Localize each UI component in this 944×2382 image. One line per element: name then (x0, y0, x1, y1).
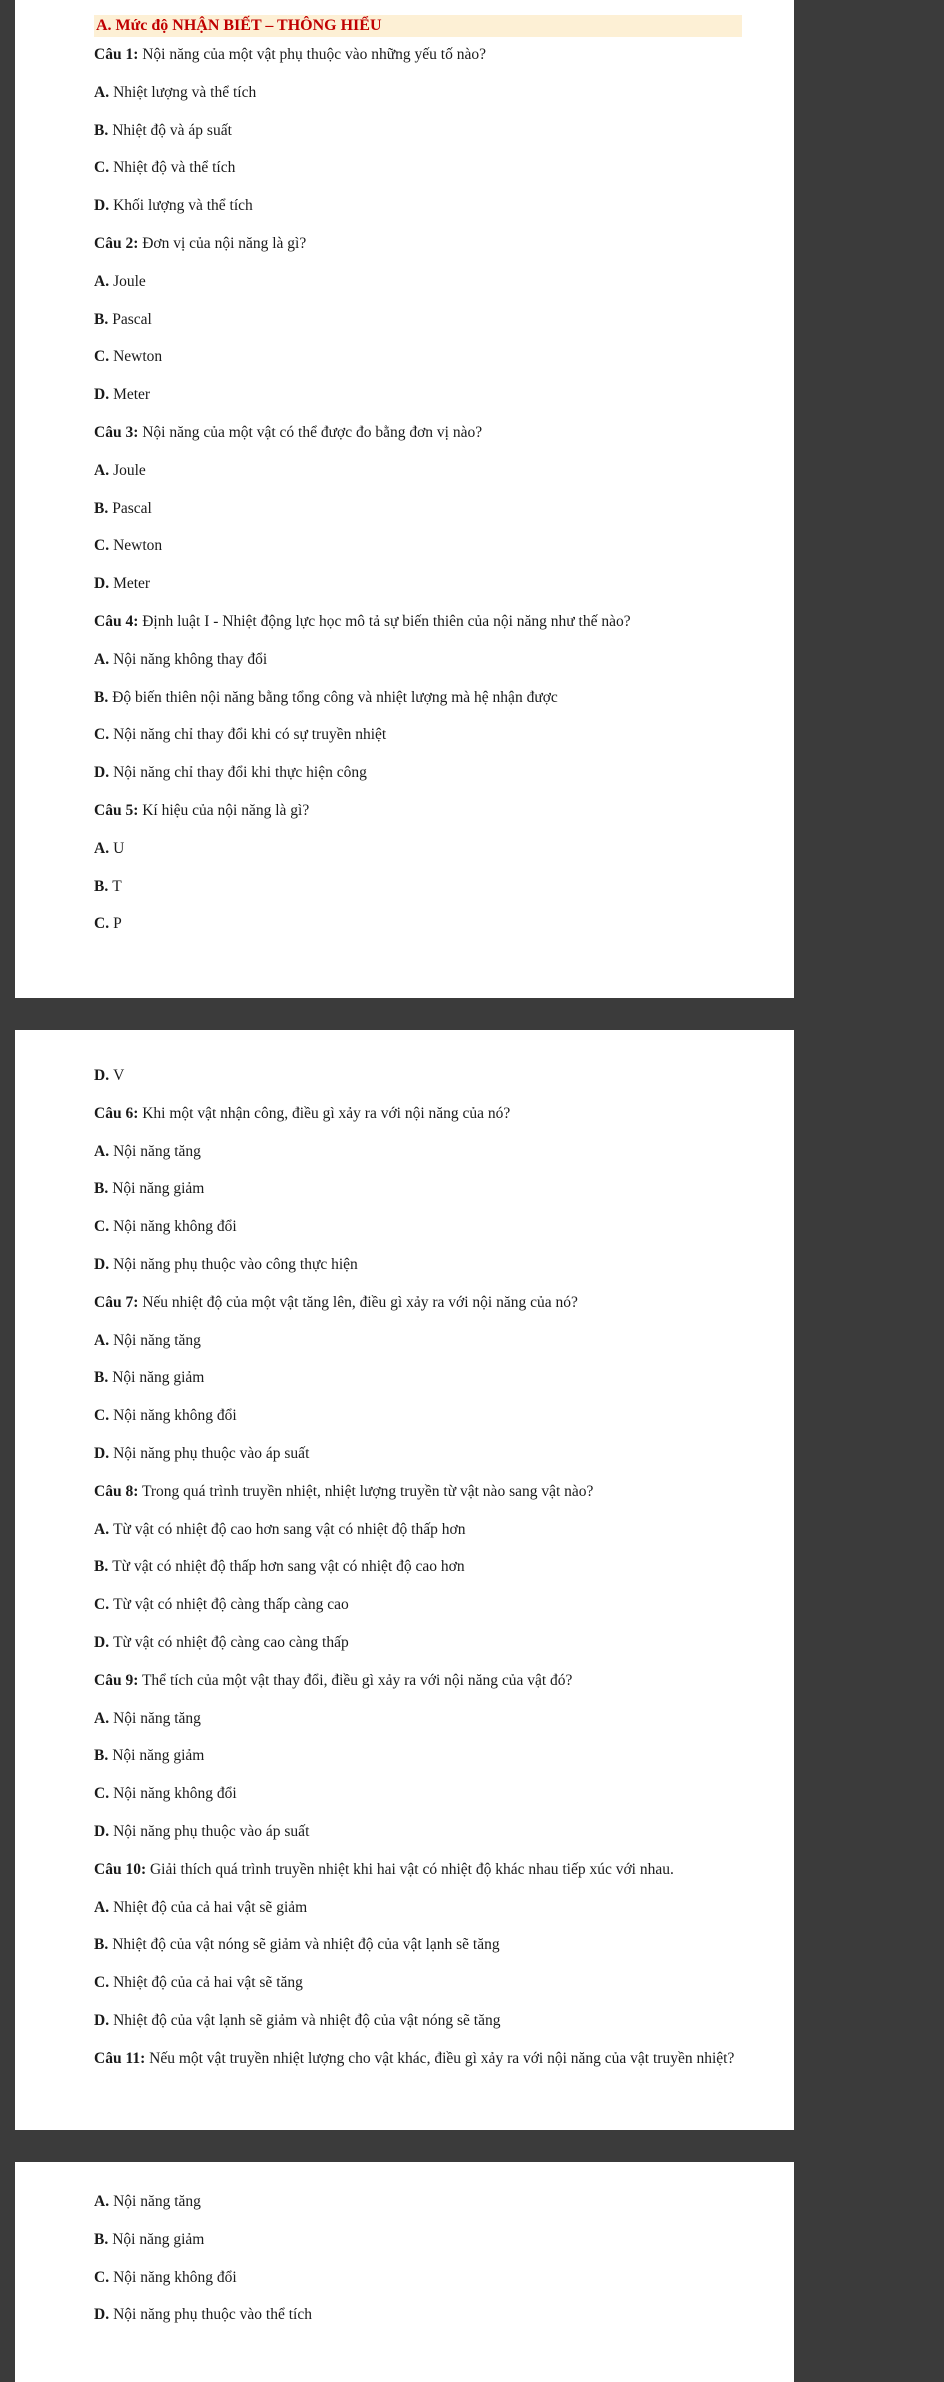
option-text: Nhiệt độ và áp suất (112, 121, 232, 139)
option-text: T (112, 877, 122, 895)
document-page-1 (15, 0, 794, 998)
question-text: Nếu một vật truyền nhiệt lượng cho vật khác, điều gì xảy ra với nội năng của vật truyền nhiệt? (149, 2049, 735, 2067)
document-page-3 (15, 2162, 794, 2382)
option-11d (94, 2305, 744, 2325)
option-text: Nội năng giảm (112, 1747, 205, 1765)
option-letter: A. (94, 1898, 110, 1916)
option-text: Nội năng tăng (113, 2193, 201, 2210)
question-text: Khi một vật nhận công, điều gì xảy ra với nội năng của nó? (142, 1104, 511, 1122)
option-letter: A. (94, 1709, 110, 1727)
option-letter: C. (94, 915, 110, 933)
question-text: Đơn vị của nội năng là gì? (142, 234, 307, 252)
option-2d (94, 385, 744, 405)
option-letter: D. (94, 386, 110, 404)
option-4a (94, 650, 744, 670)
option-letter: D. (94, 764, 110, 782)
question-5 (94, 801, 744, 821)
option-9d (94, 1822, 744, 1842)
option-text: Pascal (112, 499, 152, 517)
option-text: P (113, 915, 122, 933)
option-letter: B. (94, 1369, 109, 1387)
option-8a (94, 1520, 744, 1540)
question-label: Câu 2: (94, 234, 139, 252)
option-10b (94, 1935, 744, 1955)
option-text: Từ vật có nhiệt độ càng thấp càng cao (113, 1596, 349, 1614)
option-1b (94, 121, 744, 141)
option-letter: C. (94, 348, 110, 366)
option-text: Nội năng phụ thuộc vào thể tích (113, 2306, 312, 2324)
option-9c (94, 1784, 744, 1804)
option-text: Meter (113, 386, 151, 404)
option-text: Từ vật có nhiệt độ thấp hơn sang vật có nhiệt độ cao hơn (112, 1558, 465, 1576)
option-5a (94, 839, 744, 859)
document-page-2 (15, 1030, 794, 2130)
question-label: Câu 11: (94, 2049, 146, 2067)
question-text: Nếu nhiệt độ của một vật tăng lên, điều gì xảy ra với nội năng của nó? (142, 1293, 578, 1311)
option-letter: D. (94, 1255, 110, 1273)
option-letter: C. (94, 537, 110, 555)
option-letter: D. (94, 2011, 110, 2029)
question-label: Câu 10: (94, 1860, 147, 1878)
option-text: Nội năng tăng (113, 1142, 201, 1160)
option-text: U (113, 839, 125, 857)
option-letter: C. (94, 1407, 110, 1425)
option-text: Nội năng giảm (112, 2230, 205, 2248)
question-2 (94, 234, 744, 254)
option-text: Joule (113, 272, 146, 290)
option-6d (94, 1255, 744, 1275)
option-text: Từ vật có nhiệt độ cao hơn sang vật có nhiệt độ thấp hơn (113, 1520, 466, 1538)
option-text: Joule (113, 461, 146, 479)
section-heading: A. Mức độ NHẬN BIẾT – THÔNG HIỂU (94, 15, 742, 37)
option-4c (94, 725, 744, 745)
question-3 (94, 423, 744, 443)
option-8d (94, 1633, 744, 1653)
option-letter: B. (94, 877, 109, 895)
option-letter: D. (94, 197, 110, 215)
option-letter: B. (94, 1747, 109, 1765)
option-text: V (113, 1067, 125, 1084)
option-letter: C. (94, 1218, 110, 1236)
option-text: Nội năng không thay đổi (113, 650, 268, 668)
option-9a (94, 1709, 744, 1729)
option-7a (94, 1331, 744, 1351)
question-9 (94, 1671, 744, 1691)
option-text: Nhiệt độ của cả hai vật sẽ tăng (113, 1974, 303, 1992)
option-5d (94, 1066, 744, 1086)
option-text: Nội năng phụ thuộc vào công thực hiện (113, 1255, 358, 1273)
option-text: Nội năng không đổi (113, 1785, 237, 1803)
option-3a (94, 461, 744, 481)
option-letter: A. (94, 1331, 110, 1349)
option-letter: A. (94, 83, 110, 101)
question-label: Câu 8: (94, 1482, 139, 1500)
option-letter: D. (94, 1822, 110, 1840)
question-label: Câu 7: (94, 1293, 139, 1311)
question-label: Câu 1: (94, 46, 139, 63)
option-letter: A. (94, 272, 110, 290)
option-letter: A. (94, 2193, 110, 2210)
option-letter: C. (94, 2268, 110, 2286)
option-letter: D. (94, 2306, 110, 2324)
option-11a (94, 2192, 744, 2212)
option-letter: D. (94, 1067, 110, 1084)
question-text: Trong quá trình truyền nhiệt, nhiệt lượng truyền từ vật nào sang vật nào? (141, 1482, 594, 1500)
option-text: Nhiệt độ của cả hai vật sẽ giảm (113, 1898, 308, 1916)
option-2c (94, 347, 744, 367)
option-letter: B. (94, 1936, 109, 1954)
option-6c (94, 1217, 744, 1237)
question-10 (94, 1860, 744, 1880)
question-text: Thể tích của một vật thay đổi, điều gì xảy ra với nội năng của vật đó? (141, 1671, 573, 1689)
option-4d (94, 763, 744, 783)
option-5c (94, 914, 744, 934)
option-2a (94, 272, 744, 292)
option-8c (94, 1595, 744, 1615)
option-3d (94, 574, 744, 594)
question-6 (94, 1104, 744, 1124)
question-label: Câu 9: (94, 1671, 139, 1689)
option-letter: C. (94, 1596, 110, 1614)
option-8b (94, 1557, 744, 1577)
option-text: Pascal (112, 310, 152, 328)
option-text: Meter (113, 575, 151, 593)
question-8 (94, 1482, 744, 1502)
option-1d (94, 196, 744, 216)
question-11 (94, 2049, 744, 2069)
option-10a (94, 1898, 744, 1918)
question-1 (94, 45, 744, 65)
option-letter: B. (94, 1558, 109, 1576)
option-text: Nội năng không đổi (113, 1218, 237, 1236)
option-letter: C. (94, 159, 110, 177)
option-text: Nội năng tăng (113, 1331, 201, 1349)
option-text: Nội năng không đổi (113, 2268, 237, 2286)
option-11c (94, 2268, 744, 2288)
option-11b (94, 2230, 744, 2250)
option-letter: B. (94, 310, 109, 328)
option-letter: A. (94, 461, 110, 479)
option-9b (94, 1746, 744, 1766)
option-1a (94, 83, 744, 103)
question-label: Câu 5: (94, 801, 139, 819)
option-text: Nhiệt độ và thể tích (113, 159, 236, 177)
option-7d (94, 1444, 744, 1464)
option-4b (94, 688, 744, 708)
option-6b (94, 1179, 744, 1199)
option-letter: D. (94, 1444, 110, 1462)
option-letter: D. (94, 575, 110, 593)
option-letter: B. (94, 121, 109, 139)
option-letter: B. (94, 499, 109, 517)
option-7b (94, 1368, 744, 1388)
option-letter: D. (94, 1633, 110, 1651)
page-content (94, 15, 744, 952)
question-label: Câu 4: (94, 612, 139, 630)
option-letter: C. (94, 1974, 110, 1992)
option-letter: A. (94, 1520, 110, 1538)
option-2b (94, 310, 744, 330)
option-text: Nhiệt độ của vật nóng sẽ giảm và nhiệt độ của vật lạnh sẽ tăng (112, 1936, 500, 1954)
question-7 (94, 1293, 744, 1313)
question-text: Giải thích quá trình truyền nhiệt khi hai vật có nhiệt độ khác nhau tiếp xúc với nhau. (149, 1860, 674, 1878)
option-5b (94, 877, 744, 897)
option-text: Nội năng giảm (112, 1369, 205, 1387)
option-letter: B. (94, 1180, 109, 1198)
question-text: Định luật I - Nhiệt động lực học mô tả sự biến thiên của nội năng như thế nào? (142, 612, 631, 630)
option-text: Nội năng chỉ thay đổi khi có sự truyền nhiệt (113, 726, 387, 744)
question-text: Nội năng của một vật có thể được đo bằng đơn vị nào? (142, 423, 483, 441)
option-letter: A. (94, 1142, 110, 1160)
option-text: Nhiệt lượng và thể tích (113, 83, 257, 101)
option-10d (94, 2011, 744, 2031)
option-letter: B. (94, 688, 109, 706)
option-text: Nội năng phụ thuộc vào áp suất (113, 1444, 310, 1462)
option-6a (94, 1142, 744, 1162)
question-label: Câu 6: (94, 1104, 139, 1122)
option-letter: C. (94, 726, 110, 744)
option-3c (94, 536, 744, 556)
option-text: Newton (113, 537, 163, 555)
question-text: Nội năng của một vật phụ thuộc vào những yếu tố nào? (142, 46, 486, 63)
question-4 (94, 612, 744, 632)
option-letter: A. (94, 650, 110, 668)
option-text: Nội năng phụ thuộc vào áp suất (113, 1822, 310, 1840)
option-text: Nội năng không đổi (113, 1407, 237, 1425)
page-content (94, 1066, 744, 2083)
page-content (94, 2192, 744, 2343)
option-letter: C. (94, 1785, 110, 1803)
option-letter: B. (94, 2230, 109, 2248)
option-text: Nhiệt độ của vật lạnh sẽ giảm và nhiệt độ của vật nóng sẽ tăng (113, 2011, 501, 2029)
option-letter: A. (94, 839, 110, 857)
option-text: Nội năng chỉ thay đổi khi thực hiện công (113, 764, 367, 782)
option-text: Khối lượng và thể tích (113, 197, 253, 215)
option-text: Nội năng tăng (113, 1709, 201, 1727)
option-3b (94, 499, 744, 519)
question-label: Câu 3: (94, 423, 139, 441)
option-10c (94, 1973, 744, 1993)
option-text: Từ vật có nhiệt độ càng cao càng thấp (113, 1633, 349, 1651)
option-text: Độ biến thiên nội năng bằng tổng công và nhiệt lượng mà hệ nhận được (112, 688, 558, 706)
option-text: Nội năng giảm (112, 1180, 205, 1198)
question-text: Kí hiệu của nội năng là gì? (142, 801, 310, 819)
option-7c (94, 1406, 744, 1426)
option-text: Newton (113, 348, 163, 366)
option-1c (94, 158, 744, 178)
